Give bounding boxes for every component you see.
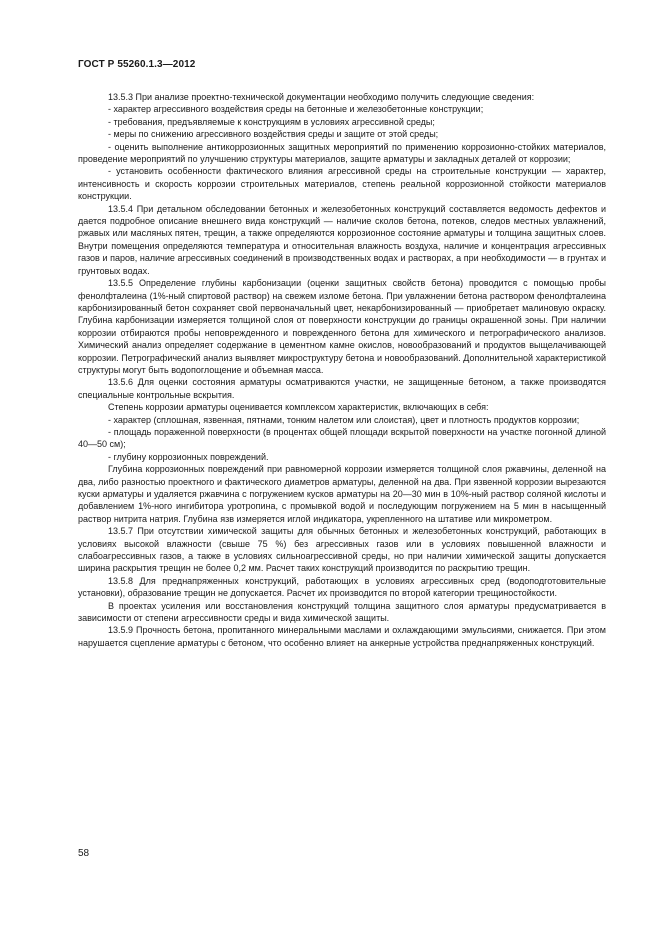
paragraph: 13.5.5 Определение глубины карбонизации (оценки защитных свойств бетона) проводится с помощью пробы фенолфталеина (1%-ный спиртовой раствор) на свежем изломе бетона. При увлажнении бетона раствором фенолфталеина карбонизированный бетон сохраняет свой первоначальный цвет, некарбонизированный — приобретает малиновую окраску. Глубина карбонизации измеряется толщиной слоя от поверхности конструкции до границы окрашенной зоны. При наличии коррозии отбираются пробы неповрежденного и поврежденного бетона для химического и петрографического анализов. Химический анализ определяет содержание в цементном камне окислов, новообразований и продуктов выщелачивающей коррозии. Петрографический анализ выявляет микроструктуру бетона и новообразований. Дополнительной характеристикой структуры могут быть водопоглощение и объемная масса. (78, 278, 606, 375)
paragraph: Глубина коррозионных повреждений при равномерной коррозии измеряется толщиной слоя ржавчины, деленной на два, либо разностью проектного и фактического диаметров арматуры, деленной на два. При язвенной коррозии вырезаются куски арматуры и удаляется ржавчина с погружением кусков арматуры на 20—30 мин в 10%-ный раствор соляной кислоты и добавлением 1%-ного ингибитора уротропина, с промывкой водой и последующим погружением на 5 мин в насыщенный раствор нитрита натрия. Глубина язв измеряется иглой индикатора, укрепленного на штативе или микрометром. (78, 464, 606, 524)
paragraph: - глубину коррозионных повреждений. (108, 451, 269, 462)
paragraph: 13.5.3 При анализе проектно-технической документации необходимо получить следующие сведения: (108, 92, 535, 102)
paragraph: 13.5.9 Прочность бетона, пропитанного минеральными маслами и охлаждающими эмульсиями, снижается. При этом нарушается сцепление арматуры с бетоном, что особенно влияет на анкерные устройства преднапряженных конструкций. (78, 625, 606, 648)
paragraph: - оценить выполнение антикоррозионных защитных мероприятий по применению коррозионно-стойких материалов, проведение мероприятий по улучшению структуры материалов, защите арматуры и закладных деталей от коррозии; (78, 141, 606, 165)
paragraph: 13.5.8 Для преднапряженных конструкций, работающих в условиях агрессивных сред (водоподготовительные установки), образование трещин не допускается. Расчет их производится по второй категории трещиностойкости. (78, 575, 606, 599)
paragraph: 13.5.7 При отсутствии химической защиты для обычных бетонных и железобетонных конструкций, работающих в условиях высокой влажности (свыше 75 %) без агрессивных газов или в условиях повышенной влажности и слабоагрессивных газов, а также в условиях сильноагрессивной среды, но при наличии химической защиты допускается ширина раскрытия трещин не более 0,2 мм. Расчет таких конструкций производится по раскрытию трещин. (78, 526, 606, 574)
page-number: 58 (78, 848, 90, 859)
paragraph: В проектах усиления или восстановления конструкций толщина защитного слоя арматуры предусматривается в зависимости от степени агрессивности среды и вида химической защиты. (78, 600, 606, 624)
paragraph: - меры по снижению агрессивного воздействия среды и защите от этой среды; (108, 129, 439, 140)
document-body (78, 91, 606, 649)
paragraph: - характер агрессивного воздействия среды на бетонные и железобетонные конструкции; (108, 104, 484, 115)
paragraph: Степень коррозии арматуры оценивается комплексом характеристик, включающих в себя: (108, 402, 489, 413)
paragraph: - установить особенности фактического влияния агрессивной среды на строительные конструкции — характер, интенсивность и скорость коррозии строительных материалов, степень реальной коррозионной стойкости материалов конструкции. (78, 166, 606, 202)
paragraph: - характер (сплошная, язвенная, пятнами, тонким налетом или слоистая), цвет и плотность продуктов коррозии; (108, 414, 580, 425)
paragraph: 13.5.4 При детальном обследовании бетонных и железобетонных конструкций составляется ведомость дефектов и дается подробное описание внешнего вида конструкций — наличие сколов бетона, потеков, следов местных увлажнений, ржавых или масляных пятен, трещин, а также определяются коррозионное состояние арматуры и толщина защитных слоев. Внутри помещения определяются температура и относительная влажность воздуха, наличие и концентрация агрессивных газов и паров, наличие агрессивных соединений в производственных водах и растворах, а при необходимости — в грунтах и грунтовых водах. (78, 203, 606, 276)
paragraph: - требования, предъявляемые к конструкциям в условиях агрессивной среды; (108, 116, 435, 127)
document-header: ГОСТ Р 55260.1.3—2012 (78, 59, 196, 70)
paragraph: - площадь пораженной поверхности (в процентах общей площади вскрытой поверхности на участке погонной длиной 40—50 см); (78, 426, 606, 450)
paragraph: 13.5.6 Для оценки состояния арматуры осматриваются участки, не защищенные бетоном, а также производятся специальные контрольные вскрытия. (78, 377, 606, 400)
